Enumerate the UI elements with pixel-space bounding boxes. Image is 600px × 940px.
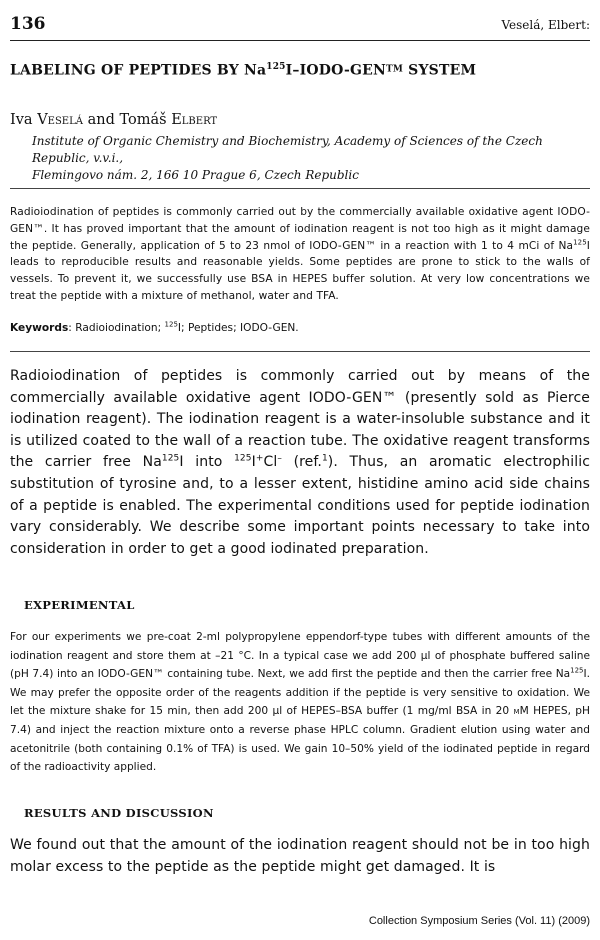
page-number: 136 [10, 14, 46, 34]
article-title: LABELING OF PEPTIDES BY Na$^{125}$I–IODO-GEN™ SYSTEM [10, 62, 477, 79]
divider-bottom [10, 351, 590, 352]
author-family-name: Elbert [171, 112, 218, 128]
section-heading-results: RESULTS AND DISCUSSION [24, 806, 214, 820]
results-paragraph: We found out that the amount of the iodination reagent should not be in too high molar excess to the peptide as the peptide might get damaged. It is [10, 837, 590, 875]
running-head: Veselá, Elbert: [501, 18, 590, 32]
author-affiliation: Institute of Organic Chemistry and Biochemistry, Academy of Sciences of the Czech Republic, v.v.i., Flemingovo nám. 2, 166 10 Prague 6, Czech Republic [32, 134, 543, 182]
divider-top [10, 188, 590, 189]
section-heading-experimental: EXPERIMENTAL [24, 598, 135, 612]
abstract: Radioiodination of peptides is commonly carried out by the commercially available oxidative agent IODO-GEN™. It has proved important that the amount of iodination reagent is not too high as it might damage the peptide. Generally, application of 5 to 23 nmol of IODO-GEN™ in a reaction with 1 to 4 mCi of Na$^{125}$I leads to reproducible results and reasonable yields. Some peptides are prone to stick to the walls of vessels. To prevent it, we successfully use BSA in HEPES buffer solution. At very low concentrations we treat the peptide with a mixture of methanol, water and TFA. [10, 206, 590, 302]
introduction-paragraph: Radioiodination of peptides is commonly carried out by means of the commercially available oxidative agent IODO-GEN™ (presently sold as Pierce iodination reagent). The iodination reagent is a water-insoluble substance and it is utilized coated to the wall of a reaction tube. The oxidative reagent transforms the carrier free Na$^{125}$I into $^{125}$I+Cl– (ref.$^1$). Thus, an aromatic electrophilic substitution of tyrosine and, to a lesser extent, histidine amino acid side chains of a peptide is enabled. The experimental conditions used for peptide iodination vary considerably. We describe some important points necessary to take into consideration in order to get a good iodinated preparation. [10, 368, 591, 557]
experimental-paragraph: For our experiments we pre-coat 2-ml polypropylene eppendorf-type tubes with different amounts of the iodination reagent and store them at –21 °C. In a typical case we add 200 µl of phosphate buffered saline (pH 7.4) into an IODO-GEN™ containing tube. Next, we add first the peptide and then the carrier free Na$^{125}$I. We may prefer the opposite order of the reagents addition if the peptide is very sensitive to oxidation. We let the mixture shake for 15 min, then add 200 µl of HEPES–BSA buffer (1 mg/ml BSA in 20 mM HEPES, pH 7.4) and inject the reaction mixture onto a reverse phase HPLC column. Gradient elution using water and acetonitrile (both containing 0.1% of TFA) is used. We gain 10–50% yield of the iodinated peptide in regard of the radioactivity applied. [10, 631, 590, 774]
series-footer: Collection Symposium Series (Vol. 11) (2009) [368, 915, 590, 927]
keywords: Keywords: Radioiodination; $^{125}$I; Peptides; IODO-GEN. [10, 320, 299, 334]
author-list: Iva Veselá and Tomáš Elbert [10, 112, 218, 128]
author-family-name: Veselá [37, 112, 83, 128]
page-header [10, 14, 590, 41]
